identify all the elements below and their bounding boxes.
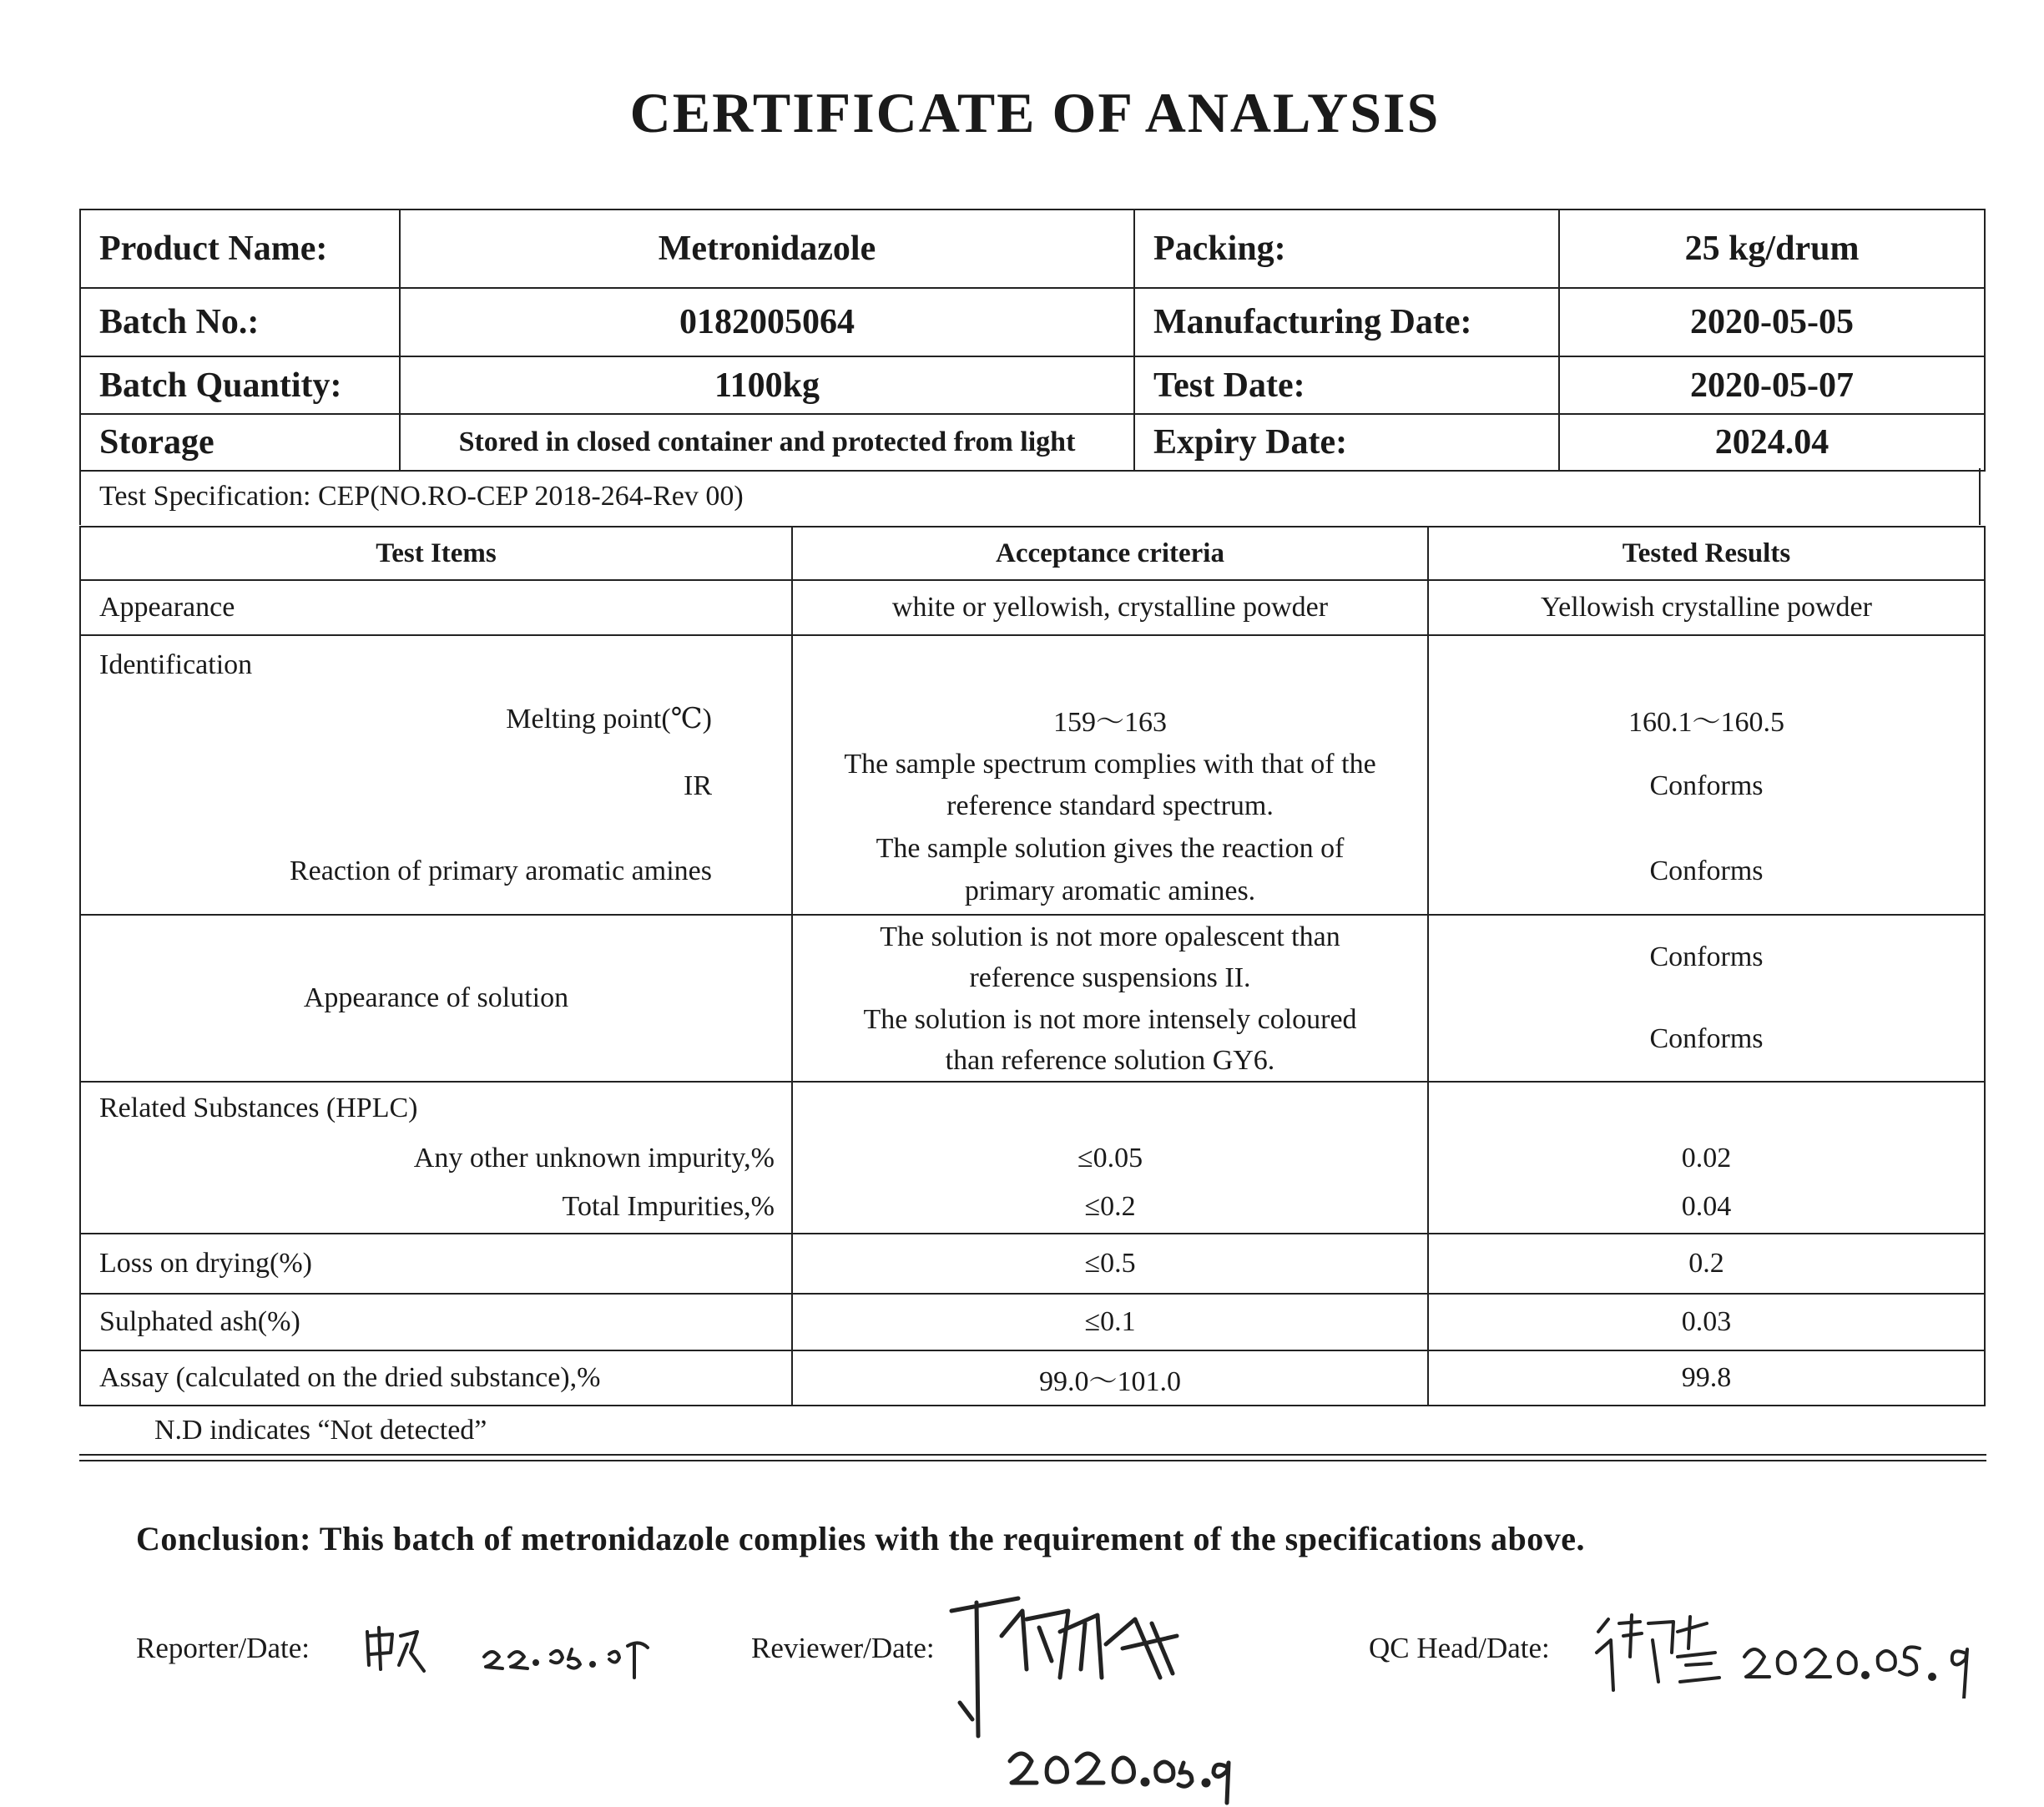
- header-test-items: Test Items: [80, 527, 792, 580]
- sulphated-ash-item: Sulphated ash(%): [80, 1294, 792, 1350]
- manufacturing-date-value: 2020-05-05: [1559, 288, 1985, 356]
- product-name-value: Metronidazole: [400, 209, 1134, 288]
- total-impurities-label: Total Impurities,%: [562, 1191, 775, 1222]
- total-impurities-criteria: ≤0.2: [1084, 1191, 1136, 1222]
- batch-no-label: Batch No.:: [80, 288, 400, 356]
- melting-point-criteria: 159～163: [1053, 706, 1167, 738]
- amines-criteria-line2: primary aromatic amines.: [964, 876, 1256, 906]
- packing-label: Packing:: [1134, 209, 1559, 288]
- table-row: [80, 580, 1985, 635]
- reporter-label: Reporter/Date:: [136, 1632, 310, 1664]
- unknown-impurity-result: 0.02: [1681, 1143, 1732, 1174]
- table-row: [80, 1294, 1985, 1350]
- expiry-date-label: Expiry Date:: [1134, 414, 1559, 471]
- assay-criteria: 99.0～101.0: [792, 1350, 1428, 1406]
- table-row: [80, 1082, 1985, 1234]
- appearance-of-solution-item: Appearance of solution: [80, 915, 792, 1082]
- sulphated-ash-result: 0.03: [1428, 1294, 1985, 1350]
- divider: [79, 1460, 1986, 1461]
- solution-criteria-2a: The solution is not more intensely coloured: [863, 1004, 1357, 1035]
- melting-point-label: Melting point(℃): [506, 704, 712, 734]
- total-impurities-result: 0.04: [1681, 1191, 1732, 1222]
- identification-item: Identification: [99, 649, 253, 680]
- table-row: [80, 1350, 1985, 1406]
- test-date-value: 2020-05-07: [1559, 356, 1985, 414]
- solution-criteria-2b: than reference solution GY6.: [945, 1045, 1275, 1076]
- melting-point-result: 160.1～160.5: [1628, 706, 1784, 738]
- loss-on-drying-item: Loss on drying(%): [80, 1234, 792, 1294]
- amines-label: Reaction of primary aromatic amines: [289, 856, 712, 886]
- header-acceptance-criteria: Acceptance criteria: [792, 527, 1428, 580]
- batch-quantity-value: 1100kg: [400, 356, 1134, 414]
- storage-value: Stored in closed container and protected from light: [400, 414, 1134, 471]
- nd-note: N.D indicates “Not detected”: [154, 1415, 487, 1446]
- unknown-impurity-criteria: ≤0.05: [1077, 1143, 1143, 1174]
- storage-label: Storage: [80, 414, 400, 471]
- expiry-date-value: 2024.04: [1559, 414, 1985, 471]
- loss-on-drying-result: 0.2: [1428, 1234, 1985, 1294]
- solution-criteria-1a: The solution is not more opalescent than: [880, 921, 1340, 952]
- table-row: [80, 635, 1985, 915]
- ir-criteria-line2: reference standard spectrum.: [946, 790, 1274, 821]
- test-results-table: [79, 526, 1986, 1406]
- packing-value: 25 kg/drum: [1559, 209, 1985, 288]
- appearance-criteria: white or yellowish, crystalline powder: [792, 580, 1428, 635]
- manufacturing-date-label: Manufacturing Date:: [1134, 288, 1559, 356]
- unknown-impurity-label: Any other unknown impurity,%: [413, 1143, 775, 1174]
- amines-result: Conforms: [1649, 856, 1764, 886]
- reviewer-signature: [943, 1586, 1194, 1753]
- reporter-signature: [359, 1619, 709, 1686]
- solution-result-1: Conforms: [1649, 941, 1764, 972]
- table-row: [80, 1234, 1985, 1294]
- appearance-result: Yellowish crystalline powder: [1428, 580, 1985, 635]
- assay-item: Assay (calculated on the dried substance),%: [80, 1350, 792, 1406]
- solution-criteria-1b: reference suspensions II.: [969, 962, 1251, 993]
- solution-result-2: Conforms: [1649, 1023, 1764, 1054]
- qc-head-label: QC Head/Date:: [1369, 1632, 1550, 1664]
- related-substances-item: Related Substances (HPLC): [99, 1093, 418, 1123]
- ir-label: IR: [684, 770, 712, 801]
- conclusion: Conclusion: This batch of metronidazole complies with the requirement of the specifications above.: [136, 1520, 1585, 1557]
- reviewer-date-handwriting: [1002, 1736, 1269, 1807]
- product-name-label: Product Name:: [80, 209, 400, 288]
- ir-criteria-line1: The sample spectrum complies with that of the: [844, 749, 1376, 780]
- qc-head-signature: [1590, 1607, 1982, 1698]
- test-specification: Test Specification: CEP(NO.RO-CEP 2018-264-Rev 00): [79, 468, 1981, 525]
- loss-on-drying-criteria: ≤0.5: [792, 1234, 1428, 1294]
- table-row: [80, 915, 1985, 1082]
- test-date-label: Test Date:: [1134, 356, 1559, 414]
- sulphated-ash-criteria: ≤0.1: [792, 1294, 1428, 1350]
- batch-quantity-label: Batch Quantity:: [80, 356, 400, 414]
- product-info-table: [79, 209, 1986, 472]
- batch-no-value: 0182005064: [400, 288, 1134, 356]
- appearance-item: Appearance: [80, 580, 792, 635]
- document-title: CERTIFICATE OF ANALYSIS: [629, 81, 1441, 144]
- header-tested-results: Tested Results: [1428, 527, 1985, 580]
- divider: [79, 1454, 1986, 1456]
- amines-criteria-line1: The sample solution gives the reaction of: [876, 833, 1345, 864]
- ir-result: Conforms: [1649, 770, 1764, 801]
- assay-result: 99.8: [1428, 1350, 1985, 1406]
- reviewer-label: Reviewer/Date:: [751, 1632, 935, 1664]
